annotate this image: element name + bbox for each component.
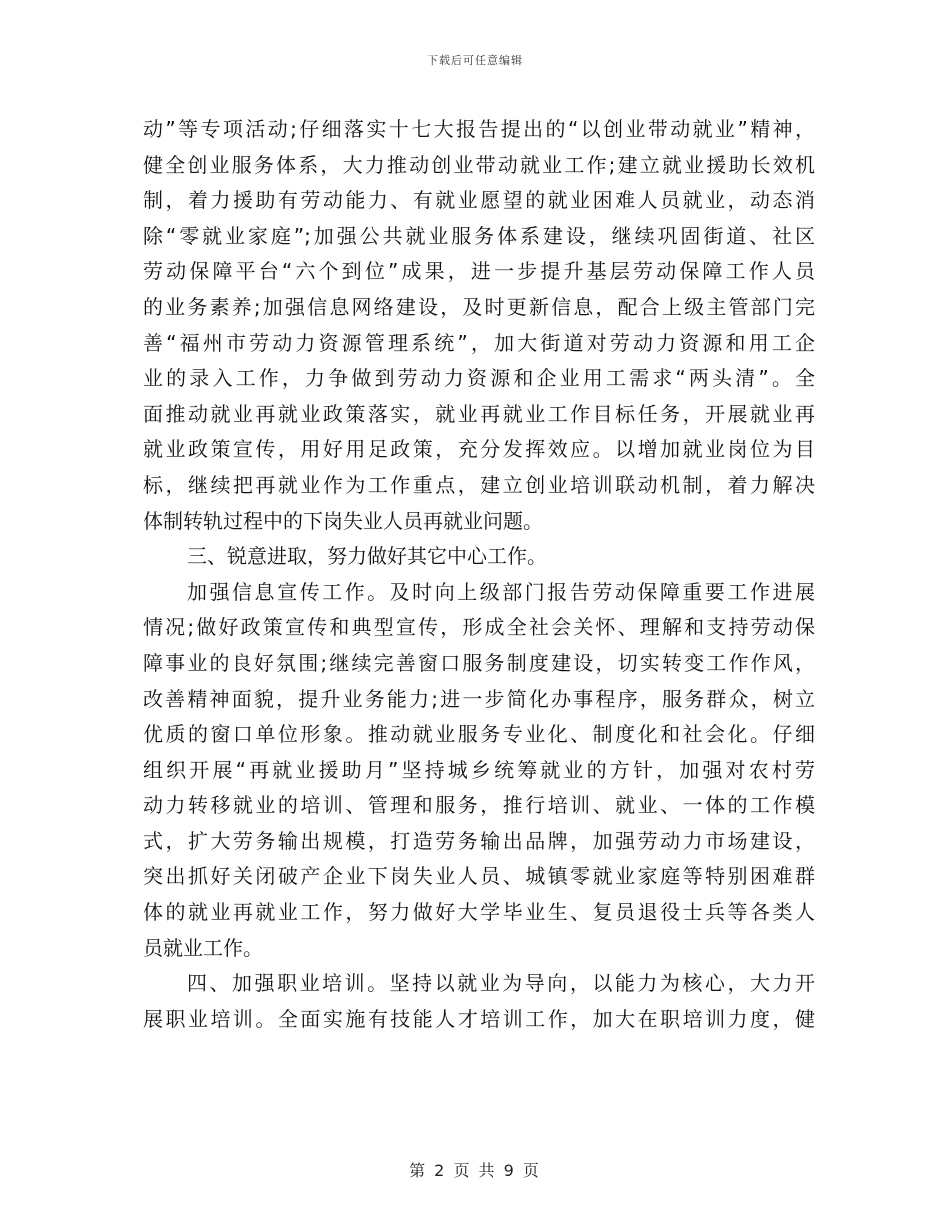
text-line: 突出抓好关闭破产企业下岗失业人员、城镇零就业家庭等特别困难群	[143, 864, 815, 889]
text-line: 式，扩大劳务输出规模，打造劳务输出品牌，加强劳动力市场建设，	[143, 828, 815, 853]
page-header: 下载后可任意编辑	[427, 54, 523, 67]
text-line: 员就业工作。	[143, 935, 263, 960]
text-line: 加强信息宣传工作。及时向上级部门报告劳动保障重要工作进展	[187, 579, 815, 604]
text-line: 体制转轨过程中的下岗失业人员再就业问题。	[143, 508, 543, 533]
page-footer: 第 2 页 共 9 页	[409, 1161, 541, 1180]
text-line: 就业政策宣传，用好用足政策，充分发挥效应。以增加就业岗位为目	[143, 437, 815, 462]
text-line: 面推动就业再就业政策落实，就业再就业工作目标任务，开展就业再	[143, 401, 815, 426]
text-line: 改善精神面貌，提升业务能力;进一步简化办事程序，服务群众，树立	[143, 686, 815, 711]
text-line: 除“零就业家庭”;加强公共就业服务体系建设，继续巩固街道、社区	[143, 223, 815, 248]
text-line: 的业务素养;加强信息网络建设，及时更新信息，配合上级主管部门完	[143, 294, 815, 319]
body-text	[143, 112, 815, 1037]
text-line: 标，继续把再就业作为工作重点，建立创业培训联动机制，着力解决	[143, 472, 815, 497]
text-line: 劳动保障平台“六个到位”成果，进一步提升基层劳动保障工作人员	[143, 259, 815, 284]
text-line: 体的就业再就业工作，努力做好大学毕业生、复员退役士兵等各类人	[143, 900, 815, 925]
text-line: 情况;做好政策宣传和典型宣传，形成全社会关怀、理解和支持劳动保	[143, 615, 815, 640]
text-line: 善“福州市劳动力资源管理系统”，加大街道对劳动力资源和用工企	[143, 330, 815, 355]
text-line: 优质的窗口单位形象。推动就业服务专业化、制度化和社会化。仔细	[143, 722, 815, 747]
text-line: 障事业的良好氛围;继续完善窗口服务制度建设，切实转变工作作风，	[143, 650, 815, 675]
text-line: 组织开展“再就业援助月”坚持城乡统筹就业的方针，加强对农村劳	[143, 757, 815, 782]
text-line: 动力转移就业的培训、管理和服务，推行培训、就业、一体的工作模	[143, 793, 815, 818]
text-line: 动”等专项活动;仔细落实十七大报告提出的“以创业带动就业”精神，	[143, 117, 815, 141]
text-line: 业的录入工作，力争做到劳动力资源和企业用工需求“两头清”。全	[143, 366, 815, 391]
text-line: 制，着力援助有劳动能力、有就业愿望的就业困难人员就业，动态消	[143, 188, 815, 213]
section-heading: 四、加强职业培训。坚持以就业为导向，以能力为核心，大力开	[187, 971, 815, 996]
text-line: 展职业培训。全面实施有技能人才培训工作，加大在职培训力度，健	[143, 1006, 815, 1031]
text-line: 健全创业服务体系，大力推动创业带动就业工作;建立就业援助长效机	[143, 152, 815, 177]
section-heading: 三、锐意进取，努力做好其它中心工作。	[187, 544, 547, 569]
